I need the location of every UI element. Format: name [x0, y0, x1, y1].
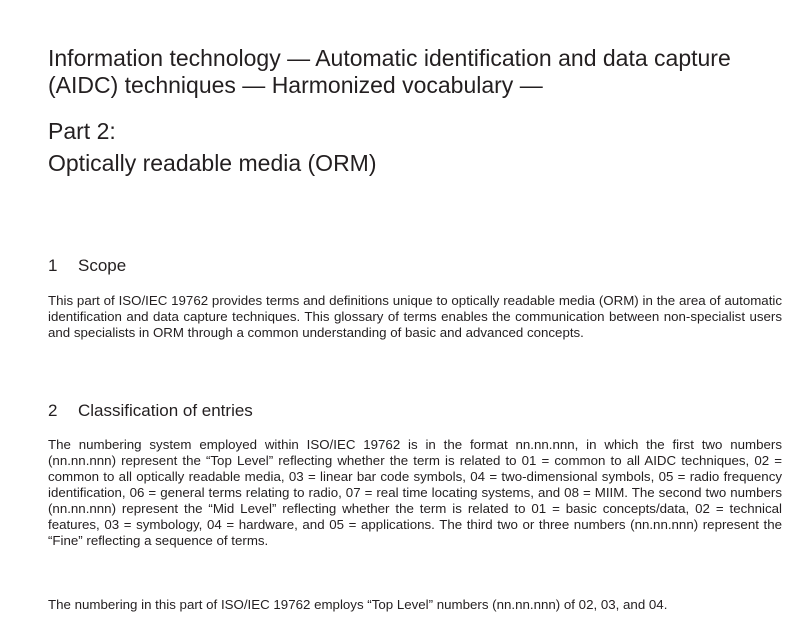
section-heading-classification [48, 401, 788, 421]
section-title: Scope [78, 256, 127, 275]
classification-paragraph: The numbering system employed within ISO/IEC 19762 is in the format nn.nn.nnn, in which the first two numbers (nn.nn.nnn) represent the “Top Level” reflecting whether the term is related to 01 = common to all AIDC techniques, 02 = common to all optically readable media, 03 = linear bar code symbols, 04 = two-dimensional symbols, 05 = radio frequency identification, 06 = general terms relating to radio, 07 = real time locating systems, and 08 = MIIM. The second two numbers (nn.nn.nnn) represent the “Mid Level” reflecting whether the term is related to 01 = basic concepts/data, 02 = technical features, 03 = symbology, 04 = hardware, and 05 = applications. The third two or three numbers (nn.nn.nnn) represent the “Fine” reflecting a sequence of terms. [48, 437, 782, 548]
section-heading-scope [48, 256, 788, 276]
section-number: 1 [48, 256, 58, 275]
scope-paragraph: This part of ISO/IEC 19762 provides terms and definitions unique to optically readable media (ORM) in the area of automatic identification and data capture techniques. This glossary of terms enables the communication between non-specialist users and specialists in ORM through a common understanding of basic and advanced concepts. [48, 293, 782, 340]
numbering-paragraph: The numbering in this part of ISO/IEC 19762 employs “Top Level” numbers (nn.nn.nnn) of 02, 03, and 04. [48, 597, 668, 612]
document-subtitle: Optically readable media (ORM) [48, 150, 377, 176]
document-part-number: Part 2: [48, 118, 116, 144]
section-title: Classification of entries [78, 401, 253, 420]
document-title: Information technology — Automatic identification and data capture (AIDC) techniques — Harmonized vocabulary — [48, 45, 731, 98]
section-number: 2 [48, 401, 58, 420]
